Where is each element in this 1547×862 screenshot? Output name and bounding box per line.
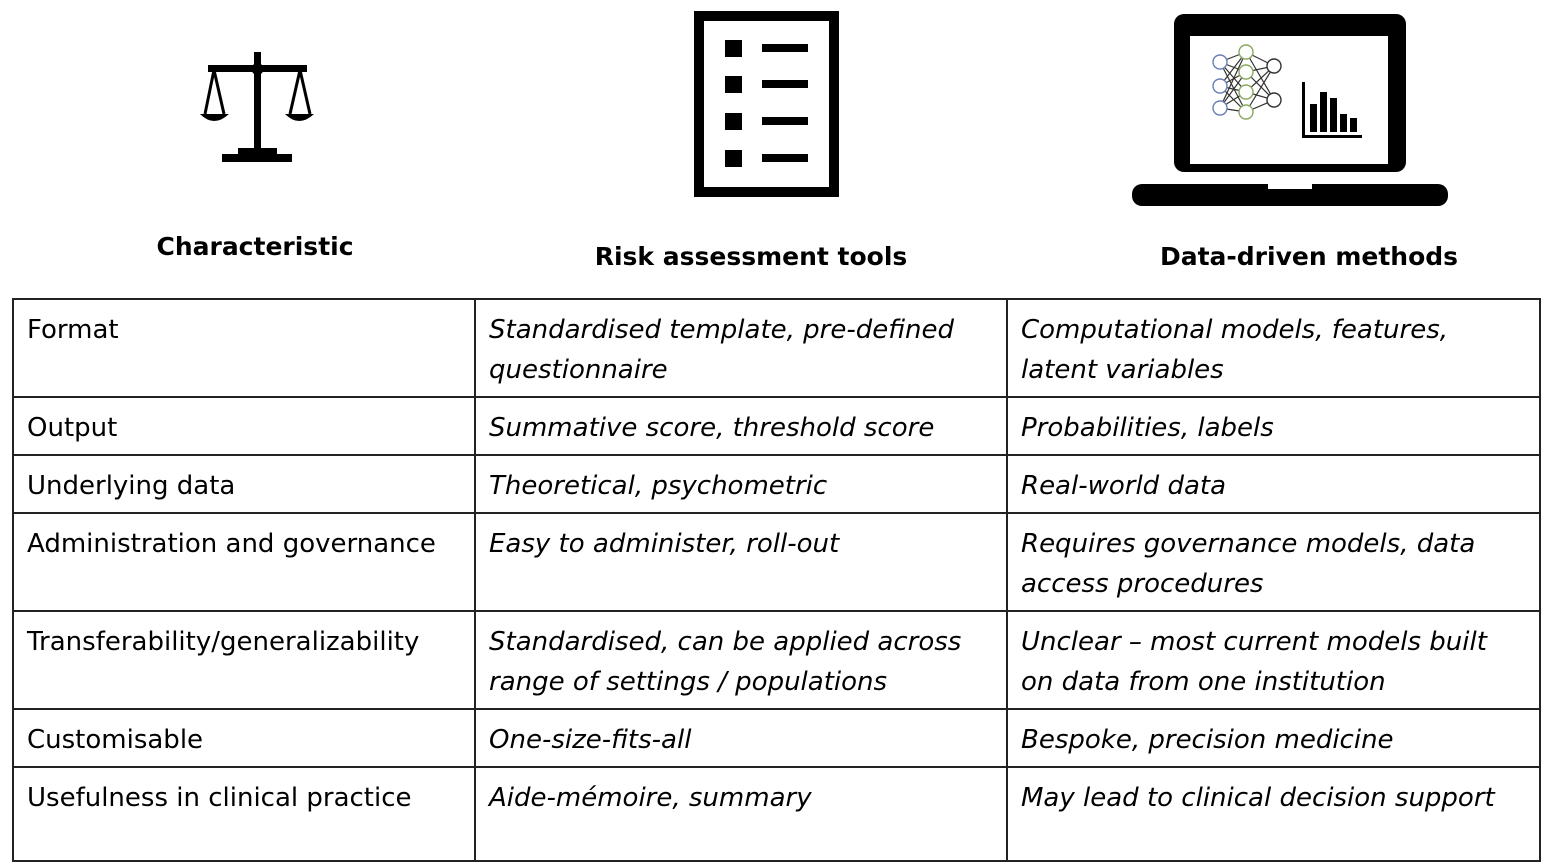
table-row (13, 709, 1540, 767)
checklist-icon (694, 11, 839, 197)
table-row (13, 299, 1540, 397)
characteristic-cell: Transferability/generalizability (13, 611, 475, 709)
risk-tool-cell: Easy to administer, roll-out (475, 513, 1007, 611)
data-method-cell: Bespoke, precision medicine (1007, 709, 1540, 767)
table-row (13, 513, 1540, 611)
data-method-cell: Requires governance models, data access procedures (1007, 513, 1540, 611)
risk-tool-cell: Theoretical, psychometric (475, 455, 1007, 513)
data-method-cell: Probabilities, labels (1007, 397, 1540, 455)
characteristic-cell: Underlying data (13, 455, 475, 513)
data-method-cell: May lead to clinical decision support (1007, 767, 1540, 861)
characteristic-cell: Customisable (13, 709, 475, 767)
comparison-table (12, 298, 1541, 862)
data-method-cell: Computational models, features, latent variables (1007, 299, 1540, 397)
risk-tool-cell: Standardised, can be applied across range of settings / populations (475, 611, 1007, 709)
risk-tool-cell: One-size-fits-all (475, 709, 1007, 767)
characteristic-cell: Format (13, 299, 475, 397)
data-method-cell: Unclear – most current models built on data from one institution (1007, 611, 1540, 709)
scales-icon (198, 48, 316, 164)
laptop-neural-network-chart-icon (1132, 14, 1448, 208)
characteristic-heading: Characteristic (156, 232, 354, 261)
characteristic-cell: Output (13, 397, 475, 455)
risk-tool-cell: Summative score, threshold score (475, 397, 1007, 455)
data-driven-heading: Data-driven methods (1159, 242, 1459, 271)
characteristic-cell: Administration and governance (13, 513, 475, 611)
risk-tool-cell: Aide-mémoire, summary (475, 767, 1007, 861)
table-row (13, 397, 1540, 455)
table-row (13, 455, 1540, 513)
risk-assessment-heading: Risk assessment tools (594, 242, 908, 271)
table-row (13, 611, 1540, 709)
characteristic-cell: Usefulness in clinical practice (13, 767, 475, 861)
risk-tool-cell: Standardised template, pre-defined questionnaire (475, 299, 1007, 397)
data-method-cell: Real-world data (1007, 455, 1540, 513)
